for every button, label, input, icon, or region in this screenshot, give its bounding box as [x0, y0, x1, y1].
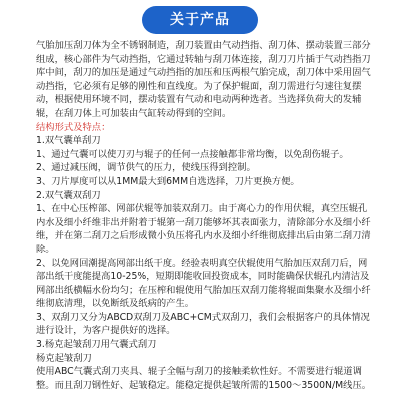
header: [0, 0, 400, 40]
item-crepe-knife-description: 使用ABC气囊式刮刀夹具、辊子全幅与刮刀的接触柔软性好。不需要进行辊道调整。而且刮刀钢性好、起皱稳定。能稳定提供起皱所需的1500～3500N/M线压。: [36, 366, 372, 391]
item-double-knife-title: 2.双气囊双刮刀: [36, 189, 101, 201]
item-single-knife-point-2: 2、通过减压阀，调节供气的压力，使线压得到控制。: [36, 162, 256, 174]
item-crepe-knife-subtitle: 杨克起皱刮刀: [36, 352, 92, 364]
item-double-knife-point-1: 1、在中心压榨部、网部伏辊等加装双刮刀。由于离心力的作用伏辊，真空压辊孔内水及细小纤维非出并附着于辊第一刮刀能够坏其表面张力，清除部分水及细小纤维，并在第二刮刀之后形成微小负压将孔内水及细小纤维彻底排出后由第二刮刀清除。: [36, 203, 371, 255]
item-double-knife-point-3: 3、双刮刀又分为ABCD双刮刀及ABC+CM式双刮刀，我们会根据客户的具体情况进行设计，为客户提供好的选择。: [36, 311, 370, 337]
intro-paragraph: 气胎加压刮刀体为全不锈钢制造，刮刀装置由气动挡指、刮刀体、摆动装置三部分组成，核心部件为气动挡指，它通过转轴与刮刀体连接，刮刀刀片插于气动挡指刀库中间，刮刀的加压是通过气动挡指的加压和压两根气胎完成，刮刀体中采用固气动挡指，它必须有足够的刚性和直线度。为了保护辊面，刮刀需进行匀速往复摆动，根据使用环境不同，摆动装置有气动和电动两种选者。当选择负荷大的发辅辊，在刮刀体上可加装由气缸转动得到的空间。: [36, 40, 371, 119]
section-heading: 结构形式及特点：: [36, 121, 111, 133]
page-title: 关于产品: [142, 6, 258, 34]
item-single-knife-point-3: 3、刀片厚度可以从1MM最大到6MM自选选择，刀片更换方便。: [36, 175, 300, 187]
product-description: [36, 39, 372, 392]
item-single-knife-point-1: 1、通过气囊可以使刀刃与辊子的任何一点接触都非常均衡，以免刮伤辊子。: [36, 148, 349, 160]
item-crepe-knife-title: 3.杨克起皱刮刀用气囊式刮刀: [36, 339, 157, 351]
item-single-knife-title: 1.双气囊单刮刀: [36, 135, 101, 147]
item-double-knife-point-2: 2、以免网回潮提高网部出纸干度。经验表明真空伏辊使用气胎加压双刮刀后，网部出纸干度能提高10-25%，短期即能收回投资成本，同时能确保伏辊孔内清洁及网部出纸横幅水份均匀；在压榨和辊使用气胎加压双刮刀能将辊面集聚水及细小纤维彻底清理，以免断纸及纸病的产生。: [36, 257, 371, 310]
